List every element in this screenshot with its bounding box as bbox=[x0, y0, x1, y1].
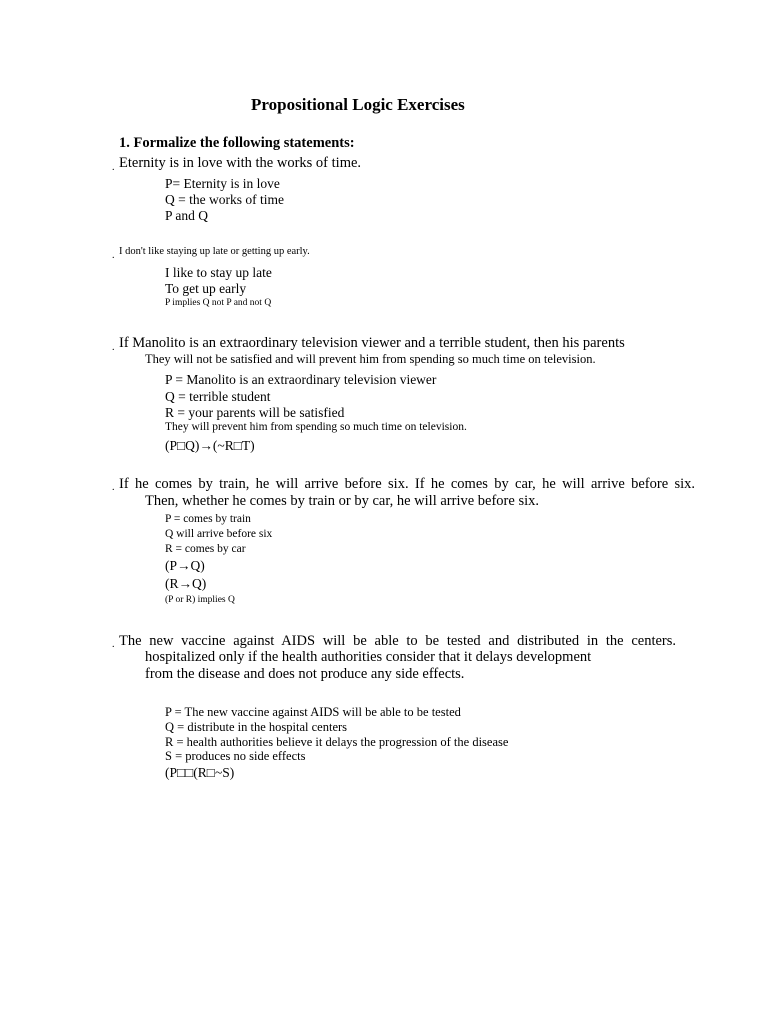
page-title: Propositional Logic Exercises bbox=[251, 95, 465, 114]
section-heading: 1. Formalize the following statements: bbox=[119, 135, 355, 151]
bullet-mark: . bbox=[112, 639, 115, 650]
exercise-3-line: R = your parents will be satisfied bbox=[165, 405, 345, 420]
exercise-2-statement: I don't like staying up late or getting up early. bbox=[119, 246, 310, 257]
exercise-1-statement: Eternity is in love with the works of time. bbox=[119, 155, 362, 171]
exercise-2-line: I like to stay up late bbox=[165, 265, 272, 280]
exercise-3-formula: (P□Q)→(~R□T) bbox=[165, 438, 255, 453]
exercise-5-line: Q = distribute in the hospital centers bbox=[165, 720, 348, 734]
exercise-5-statement-continued: from the disease and does not produce any side effects. bbox=[145, 666, 465, 682]
exercise-5-line: P = The new vaccine against AIDS will be able to be tested bbox=[165, 705, 461, 719]
exercise-4-line: (P or R) implies Q bbox=[165, 595, 235, 605]
bullet-mark: . bbox=[112, 342, 115, 353]
exercise-2-line: P implies Q not P and not Q bbox=[165, 298, 272, 308]
exercise-5-formula: (P□□(R□~S) bbox=[165, 765, 235, 780]
bullet-mark: . bbox=[112, 482, 115, 493]
exercise-4-statement: If he comes by train, he will arrive before six. If he comes by car, he will arrive before six. bbox=[119, 476, 695, 492]
exercise-4-line: P = comes by train bbox=[165, 513, 251, 525]
exercise-3-statement-continued: They will not be satisfied and will prevent him from spending so much time on television. bbox=[145, 352, 596, 366]
exercise-3-line: Q = terrible student bbox=[165, 389, 271, 404]
exercise-5-line: R = health authorities believe it delays the progression of the disease bbox=[165, 735, 509, 749]
exercise-1-line: P and Q bbox=[165, 208, 208, 223]
bullet-mark: . bbox=[112, 250, 115, 261]
exercise-1-line: P= Eternity is in love bbox=[165, 176, 280, 191]
exercise-3-line: P = Manolito is an extraordinary television viewer bbox=[165, 372, 437, 387]
exercise-1-line: Q = the works of time bbox=[165, 192, 284, 207]
bullet-mark: . bbox=[112, 162, 115, 173]
exercise-3-line: They will prevent him from spending so much time on television. bbox=[165, 421, 467, 433]
exercise-4-line: Q will arrive before six bbox=[165, 528, 273, 540]
exercise-4-statement-continued: Then, whether he comes by train or by car, he will arrive before six. bbox=[145, 493, 539, 509]
exercise-2-line: To get up early bbox=[165, 281, 247, 296]
exercise-3-statement: If Manolito is an extraordinary television viewer and a terrible student, then his parents bbox=[119, 335, 625, 351]
exercise-5-statement: The new vaccine against AIDS will be able to be tested and distributed in the centers. bbox=[119, 633, 676, 649]
exercise-5-line: S = produces no side effects bbox=[165, 749, 306, 763]
exercise-4-formula: (R→Q) bbox=[165, 576, 207, 591]
exercise-5-statement-continued: hospitalized only if the health authorities consider that it delays development bbox=[145, 649, 592, 665]
exercise-4-line: R = comes by car bbox=[165, 543, 246, 555]
exercise-4-formula: (P→Q) bbox=[165, 558, 205, 573]
